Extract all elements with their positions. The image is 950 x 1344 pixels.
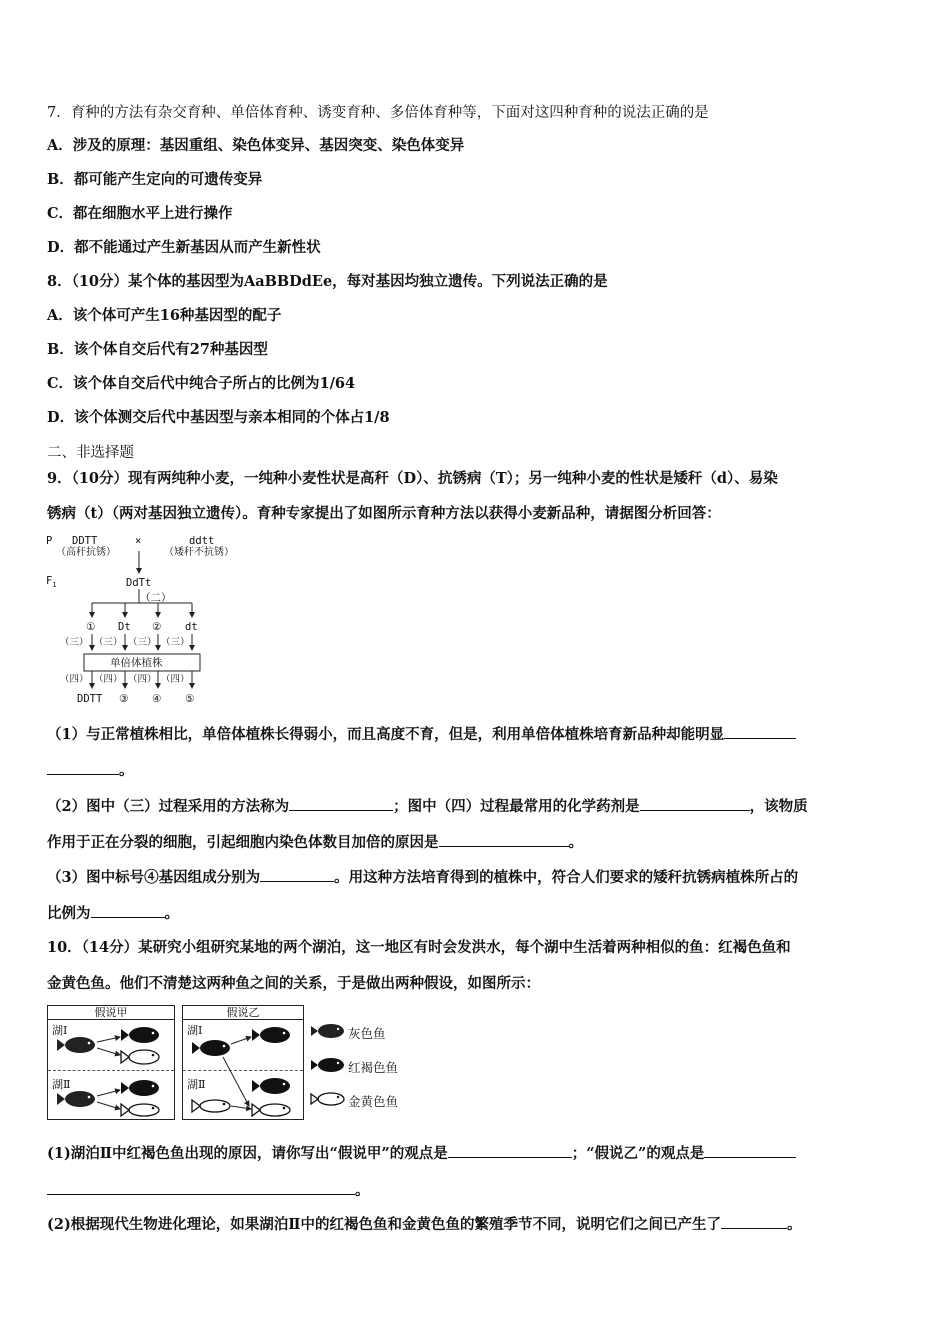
q7-option-c: C．都在细胞水平上进行操作 <box>47 205 233 222</box>
p-label: P <box>46 535 53 547</box>
golden-fish-icon <box>252 1104 290 1116</box>
q9-p3-blank-ratio[interactable] <box>91 903 165 918</box>
result-4: ④ <box>152 693 162 705</box>
q9-p1-blank-b[interactable] <box>47 760 119 775</box>
hypothesis-b-lake1-label: 湖Ⅰ <box>187 1024 203 1037</box>
parent1-note: （高秆抗锈） <box>56 547 116 558</box>
q7-stem: 7．育种的方法有杂交育种、单倍体育种、诱变育种、多倍体育种等，下面对这四种育种的说法正确的是 <box>47 105 709 121</box>
q10-part1-line2: 。 <box>47 1180 370 1201</box>
q8-option-c: C．该个体自交后代中纯合子所占的比例为1/64 <box>47 375 356 392</box>
gamete-2: ② <box>152 621 162 633</box>
golden-fish-icon <box>311 1093 344 1105</box>
legend-icons <box>307 1019 347 1129</box>
q8-option-d: D．该个体测交后代中基因型与亲本相同的个体占1/8 <box>47 409 390 426</box>
q8-option-a: A．该个体可产生16种基因型的配子 <box>47 307 282 324</box>
f1-label: $F_1$ <box>46 575 57 590</box>
q9-stem-line1: 9．（10分）现有两纯种小麦，一纯种小麦性状是高秆（D）、抗锈病（T）；另一纯种小麦的性状是矮秆（d）、易染 <box>47 470 778 487</box>
red-brown-fish-icon <box>311 1058 344 1072</box>
q8-option-b: B．该个体自交后代有27种基因型 <box>47 341 268 358</box>
haploid-plant-box: 单倍体植株 <box>110 657 163 669</box>
hypothesis-b-title: 假说乙 <box>183 1006 303 1020</box>
q9-part2-line2: 作用于正在分裂的细胞，引起细胞内染色体数目加倍的原因是 。 <box>47 834 583 851</box>
gray-fish-icon <box>57 1091 95 1107</box>
q9-p3-blank-genotype[interactable] <box>260 867 334 882</box>
red-brown-fish-icon <box>252 1027 290 1043</box>
legend-golden-fish: 金黄色鱼 <box>348 1094 399 1109</box>
golden-fish-icon <box>121 1104 159 1116</box>
q9-p2-blank-reason[interactable] <box>439 832 569 847</box>
step-two-label: （二） <box>140 592 172 604</box>
f1-genotype: DdTt <box>126 577 152 589</box>
hypothesis-b-fish-drawing <box>183 1006 303 1119</box>
legend-red-brown-fish: 红褐色鱼 <box>348 1060 399 1075</box>
section-heading: 二、非选择题 <box>47 445 134 461</box>
q8-stem: 8．（10分）某个体的基因型为AaBBDdEe，每对基因均独立遗传。下列说法正确的是 <box>47 273 608 290</box>
hypothesis-a-panel <box>47 1005 175 1120</box>
step-four-label-3: （四） <box>128 674 157 685</box>
q10-part1-line1: (1)湖泊Ⅱ中红褐色鱼出现的原因，请你写出“假说甲”的观点是 ；“假说乙”的观点是 <box>47 1143 796 1164</box>
golden-fish-icon <box>192 1100 230 1112</box>
red-brown-fish-icon <box>121 1080 159 1096</box>
hypothesis-a-fish-drawing <box>48 1006 174 1119</box>
q10-p1-blank-hyp-b-b[interactable] <box>47 1180 355 1195</box>
result-3: ③ <box>119 693 129 705</box>
parent2-note: （矮秆不抗锈） <box>164 547 234 558</box>
hypothesis-a-lake2-label: 湖Ⅱ <box>52 1078 71 1091</box>
gamete-dt-lower: dt <box>185 621 198 633</box>
gray-fish-icon <box>311 1024 344 1038</box>
step-three-label-1: （三） <box>60 637 89 648</box>
q10-p1-blank-hyp-a[interactable] <box>448 1143 572 1158</box>
q9-p1-blank-a[interactable] <box>724 724 796 739</box>
hypothesis-a-lake1-label: 湖Ⅰ <box>52 1024 68 1037</box>
q9-part3-line2: 比例为 。 <box>47 905 179 922</box>
step-four-label-2: （四） <box>94 674 123 685</box>
q9-p2-blank-chemical[interactable] <box>640 796 750 811</box>
breeding-diagram <box>44 533 264 713</box>
step-four-label-4: （四） <box>161 674 190 685</box>
q7-option-d: D．都不能通过产生新基因从而产生新性状 <box>47 239 321 256</box>
q10-p1-blank-hyp-b-a[interactable] <box>704 1143 796 1158</box>
hypothesis-b-lake2-label: 湖Ⅱ <box>187 1078 206 1091</box>
q9-stem-line2: 锈病（t）（两对基因独立遗传）。育种专家提出了如图所示育种方法以获得小麦新品种，请据图分析回答： <box>47 505 721 522</box>
hypothesis-b-panel <box>182 1005 304 1120</box>
red-brown-fish-icon <box>192 1040 230 1056</box>
step-three-label-4: （三） <box>161 637 190 648</box>
q9-part1-line2: 。 <box>47 760 134 781</box>
q9-part2-line1: （2）图中（三）过程采用的方法称为 ；图中（四）过程最常用的化学药剂是 ，该物质 <box>47 798 808 815</box>
golden-fish-icon <box>121 1050 159 1064</box>
result-ddtt: DDTT <box>77 693 103 705</box>
q7-option-a: A．涉及的原理：基因重组、染色体变异、基因突变、染色体变异 <box>47 137 465 154</box>
step-three-label-3: （三） <box>128 637 157 648</box>
legend-gray-fish: 灰色鱼 <box>348 1026 386 1041</box>
gray-fish-icon <box>57 1037 95 1053</box>
red-brown-fish-icon <box>252 1078 290 1094</box>
q9-part3-line1: （3）图中标号④基因组成分别为 。用这种方法培育得到的植株中，符合人们要求的矮秆抗锈病植株所占的 <box>47 869 799 886</box>
hypothesis-figure <box>47 1005 407 1125</box>
parent2-genotype: ddtt <box>189 535 215 547</box>
step-three-label-2: （三） <box>94 637 123 648</box>
q7-option-b: B．都可能产生定向的可遗传变异 <box>47 171 263 188</box>
q10-stem-line2: 金黄色鱼。他们不清楚这两种鱼之间的关系，于是做出两种假设，如图所示： <box>47 975 540 992</box>
q10-p2-blank[interactable] <box>721 1214 787 1229</box>
step-four-label-1: （四） <box>60 674 89 685</box>
gamete-1: ① <box>86 621 96 633</box>
q10-stem-line1: 10．（14分）某研究小组研究某地的两个湖泊，这一地区有时会发洪水，每个湖中生活着两种相似的鱼：红褐色鱼和 <box>47 939 791 956</box>
q10-part2: (2)根据现代生物进化理论，如果湖泊Ⅱ中的红褐色鱼和金黄色鱼的繁殖季节不同，说明它们之间已产生了 。 <box>47 1216 802 1233</box>
hypothesis-a-title: 假说甲 <box>48 1006 174 1020</box>
q9-part1-line1: （1）与正常植株相比，单倍体植株长得弱小，而且高度不育，但是，利用单倍体植株培育新品种却能明显 <box>47 724 796 745</box>
red-brown-fish-icon <box>121 1027 159 1043</box>
cross-symbol: × <box>135 535 142 547</box>
parent1-genotype: DDTT <box>72 535 98 547</box>
result-5: ⑤ <box>185 693 195 705</box>
gamete-dt-upper: Dt <box>118 621 131 633</box>
q9-p2-blank-method[interactable] <box>289 796 393 811</box>
